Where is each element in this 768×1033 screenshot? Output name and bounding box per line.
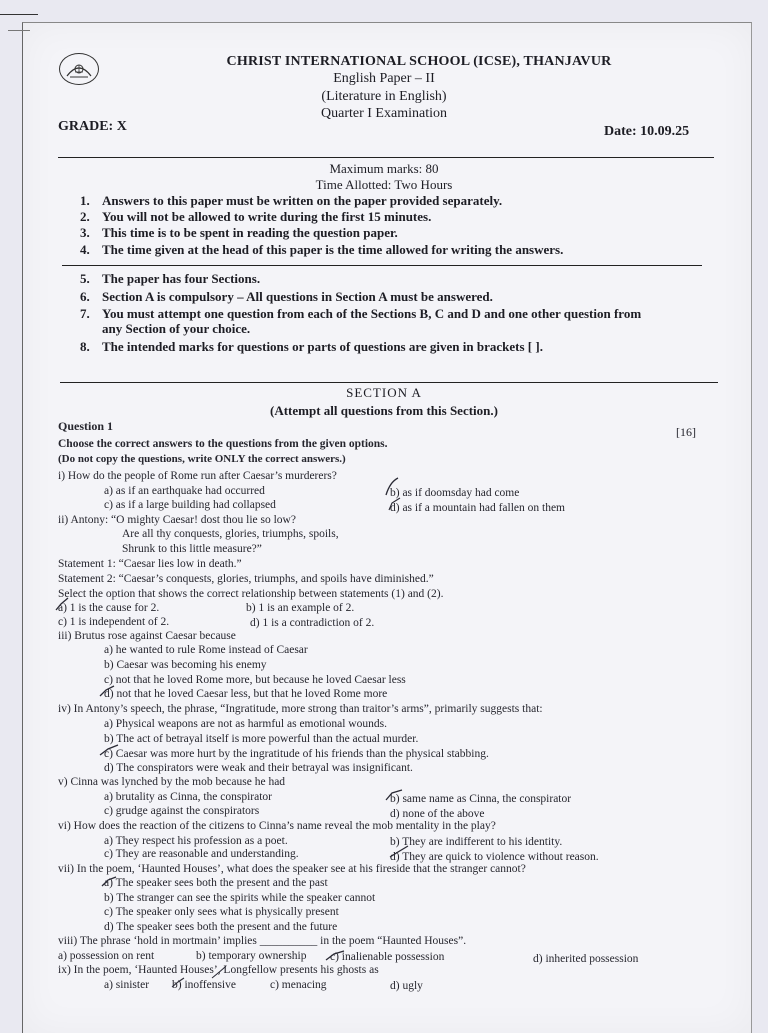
mcq-option: c) not that he loved Rome more, but because he loved Caesar less — [104, 674, 406, 686]
question-marks: [16] — [676, 425, 696, 439]
date-label: Date: 10.09.25 — [604, 124, 690, 139]
mcq-option: d) inherited possession — [533, 953, 639, 965]
instruction-item: any Section of your choice. — [102, 321, 251, 336]
mcq-stem: vii) In the poem, ‘Haunted Houses’, what does the speaker see at his fireside that the stranger cannot? — [58, 863, 526, 875]
instruction-item: 1. Answers to this paper must be written on the paper provided separately. — [80, 193, 503, 208]
mcq-option: d) The speaker sees both the present and the future — [104, 921, 338, 933]
mcq-option: b) as if doomsday had come — [390, 487, 520, 499]
question-label: Question 1 — [58, 419, 114, 433]
section-subtitle: (Attempt all questions from this Section.) — [270, 403, 498, 418]
divider — [58, 157, 714, 158]
mcq-option: c) 1 is independent of 2. — [58, 616, 170, 628]
question-instruction: (Do not copy the questions, write ONLY the correct answers.) — [58, 453, 346, 465]
mcq-option: a) 1 is the cause for 2. — [58, 602, 160, 614]
instruction-item: 2. You will not be allowed to write during the first 15 minutes. — [80, 209, 432, 224]
quote-line: Are all thy conquests, glories, triumphs, spoils, — [122, 528, 339, 540]
mcq-option: c) as if a large building had collapsed — [104, 499, 276, 511]
margin-mark — [8, 30, 30, 31]
mcq-option: c) menacing — [270, 979, 327, 991]
mcq-option: c) inalienable possession — [330, 951, 445, 963]
mcq-option: d) The conspirators were weak and their betrayal was insignificant. — [104, 762, 413, 774]
mcq-option: d) ugly — [390, 980, 423, 992]
mcq-option: a) possession on rent — [58, 950, 155, 962]
mcq-option: a) The speaker sees both the present and the past — [104, 877, 328, 889]
statement: Statement 1: “Caesar lies low in death.” — [58, 558, 242, 570]
mcq-option: a) sinister — [104, 979, 150, 991]
mcq-option: b) The stranger can see the spirits while the speaker cannot — [104, 892, 376, 904]
school-name: CHRIST INTERNATIONAL SCHOOL (ICSE), THANJAVUR — [226, 54, 612, 69]
section-title: SECTION A — [346, 385, 422, 400]
mcq-option: a) Physical weapons are not as harmful as emotional wounds. — [104, 718, 387, 730]
grade-label: GRADE: X — [58, 119, 127, 134]
mcq-option: b) same name as Cinna, the conspirator — [390, 793, 572, 805]
mcq-option: b) 1 is an example of 2. — [246, 602, 355, 614]
mcq-stem: ii) Antony: “O mighty Caesar! dost thou lie so low? — [58, 514, 296, 526]
mcq-option: a) They respect his profession as a poet. — [104, 835, 288, 847]
divider — [62, 265, 702, 266]
mcq-option: c) Caesar was more hurt by the ingratitude of his friends than the physical stabbing. — [104, 748, 489, 760]
statement: Statement 2: “Caesar’s conquests, glories, triumphs, and spoils have diminished.” — [58, 573, 434, 585]
time-allotted: Time Allotted: Two Hours — [315, 177, 453, 192]
instruction-item: 7. You must attempt one question from each of the Sections B, C and D and one other question from — [80, 306, 642, 321]
mcq-option: c) The speaker only sees what is physically present — [104, 906, 339, 918]
mcq-stem: iv) In Antony’s speech, the phrase, “Ingratitude, more strong than traitor’s arms”, primarily suggests that: — [58, 703, 543, 715]
mcq-option: b) They are indifferent to his identity. — [390, 836, 563, 848]
instruction-item: 8. The intended marks for questions or parts of questions are given in brackets [ ]. — [80, 339, 543, 354]
subject-title: (Literature in English) — [321, 89, 447, 104]
instruction-item: 6. Section A is compulsory – All questions in Section A must be answered. — [80, 289, 493, 304]
mcq-stem: ix) In the poem, ‘Haunted Houses’, Longfellow presents his ghosts as — [58, 964, 379, 976]
mcq-option: d) not that he loved Caesar less, but that he loved Rome more — [104, 688, 388, 700]
mcq-stem: vi) How does the reaction of the citizens to Cinna’s name reveal the mob mentality in the play? — [58, 820, 496, 832]
mcq-option: a) as if an earthquake had occurred — [104, 485, 265, 497]
mcq-option: a) brutality as Cinna, the conspirator — [104, 791, 272, 803]
mcq-option: b) temporary ownership — [196, 950, 307, 962]
mcq-option: d) 1 is a contradiction of 2. — [250, 617, 375, 629]
instruction-item: 3. This time is to be spent in reading the question paper. — [80, 225, 398, 240]
mcq-option: c) grudge against the conspirators — [104, 805, 260, 817]
mcq-stem: i) How do the people of Rome run after Caesar’s murderers? — [58, 470, 337, 482]
divider — [60, 382, 718, 383]
mcq-option: a) he wanted to rule Rome instead of Caesar — [104, 644, 308, 656]
mcq-stem: iii) Brutus rose against Caesar because — [58, 630, 236, 642]
mcq-option: d) They are quick to violence without reason. — [390, 851, 599, 863]
instruction-item: 4. The time given at the head of this paper is the time allowed for writing the answers. — [80, 242, 564, 257]
margin-mark — [0, 14, 38, 15]
mcq-instruction: Select the option that shows the correct relationship between statements (1) and (2). — [58, 588, 444, 600]
max-marks: Maximum marks: 80 — [329, 161, 439, 176]
mcq-stem: v) Cinna was lynched by the mob because he had — [58, 776, 286, 788]
exam-title: Quarter I Examination — [321, 106, 447, 121]
mcq-option: c) They are reasonable and understanding. — [104, 848, 299, 860]
instruction-item: 5. The paper has four Sections. — [80, 271, 261, 286]
mcq-stem: viii) The phrase ‘hold in mortmain’ implies __________ in the poem “Haunted Houses”. — [58, 935, 467, 947]
question-instruction: Choose the correct answers to the questions from the given options. — [58, 438, 388, 450]
mcq-option: d) as if a mountain had fallen on them — [390, 502, 566, 514]
mcq-option: d) none of the above — [390, 808, 485, 820]
mcq-option: b) inoffensive — [172, 979, 236, 991]
paper-title: English Paper – II — [333, 71, 435, 86]
mcq-option: b) The act of betrayal itself is more powerful than the actual murder. — [104, 733, 419, 745]
quote-line: Shrunk to this little measure?” — [122, 543, 262, 555]
mcq-option: b) Caesar was becoming his enemy — [104, 659, 267, 671]
